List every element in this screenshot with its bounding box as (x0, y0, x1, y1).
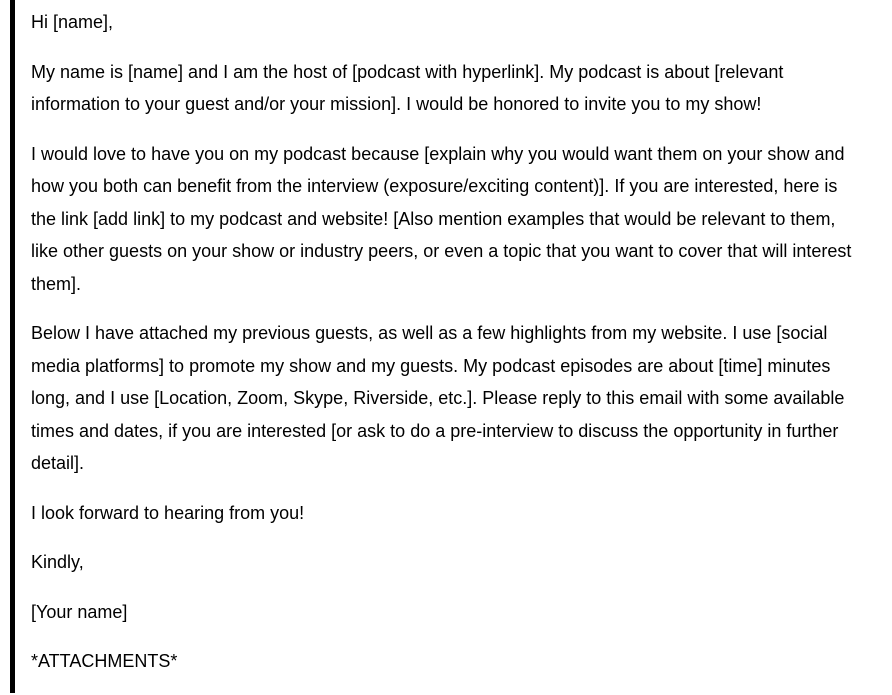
signature: [Your name] (31, 601, 128, 622)
email-template-body (31, 6, 861, 695)
details-paragraph: Below I have attached my previous guests, as well as a few highlights from my website. I use [social media platforms] to promote my show and my guests. My podcast episodes are about [time] minutes long, and I use [Location, Zoom, Skype, Riverside, etc.]. Please reply to this email with some available times and dates, if you are interested [or ask to do a pre-interview to discuss the opportunity in further detail]. (31, 323, 845, 473)
closing-line: I look forward to hearing from you! (31, 502, 305, 523)
sign-off: Kindly, (31, 552, 84, 572)
blockquote-bar (10, 0, 15, 693)
attachments-note: *ATTACHMENTS* (31, 651, 178, 671)
greeting: Hi [name], (31, 12, 114, 32)
pitch-paragraph: I would love to have you on my podcast because [explain why you would want them on your show and how you both can benefit from the interview (exposure/exciting content)]. If you are interested, here is the link [add link] to my podcast and website! [Also mention examples that would be relevant to them, like other guests on your show or industry peers, or even a topic that you want to cover that will interest them]. (31, 143, 852, 294)
intro-paragraph: My name is [name] and I am the host of [podcast with hyperlink]. My podcast is about [relevant information to your guest and/or your mission]. I would be honored to invite you to my show! (31, 61, 784, 114)
